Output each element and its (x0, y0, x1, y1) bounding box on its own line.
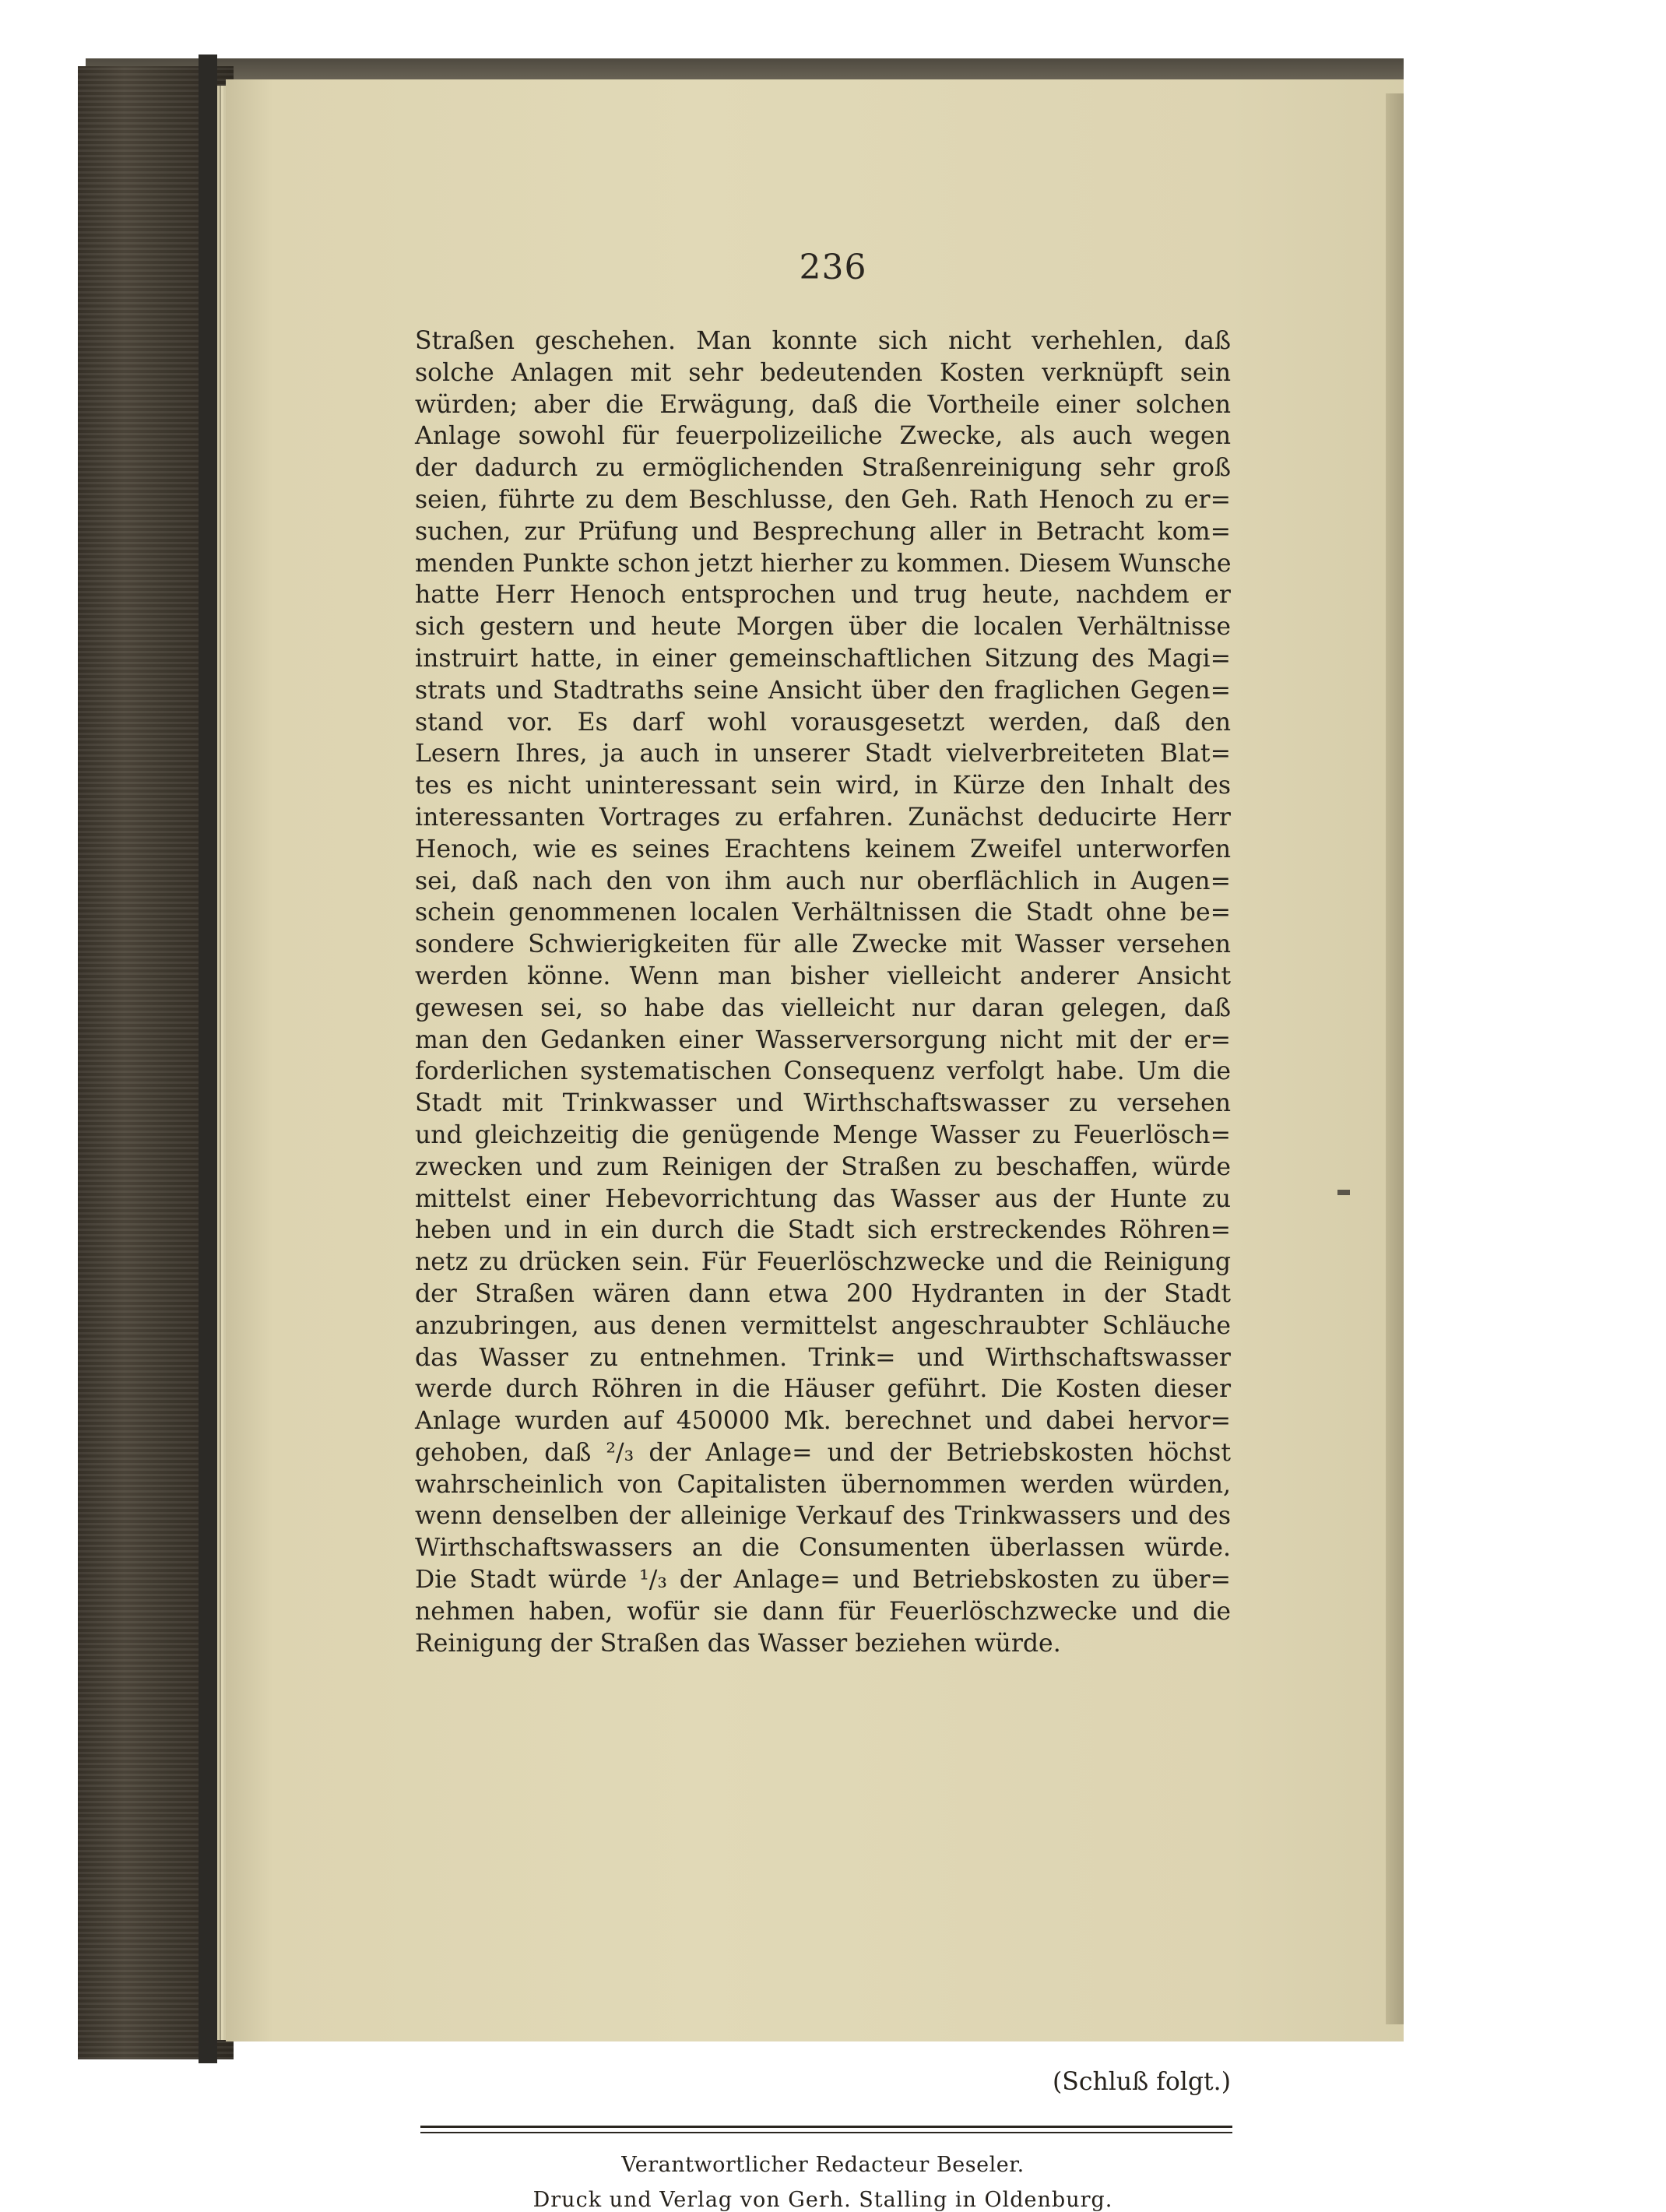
text-line: man den Gedanken einer Wasserversorgung nicht mit der er= (415, 1025, 1231, 1054)
text-line: Die Stadt würde ¹/₃ der Anlage= und Betriebskosten zu über= (415, 1566, 1231, 1595)
text-line: interessanten Vortrages zu erfahren. Zunächst deducirte Herr (415, 803, 1231, 832)
text-line: gewesen sei, so habe das vielleicht nur daran gelegen, daß (415, 993, 1231, 1022)
text-line: stand vor. Es darf wohl vorausgesetzt werden, daß den (415, 708, 1231, 737)
text-line: wenn denselben der alleinige Verkauf des Trinkwassers und des (415, 1502, 1231, 1531)
double-rule (420, 2126, 1232, 2136)
margin-mark (1337, 1190, 1350, 1195)
text-line: und gleichzeitig die genügende Menge Wasser zu Feuerlösch= (415, 1120, 1231, 1149)
text-line: Straßen geschehen. Man konnte sich nicht verhehlen, daß (415, 327, 1231, 355)
text-line: instruirt hatte, in einer gemeinschaftlichen Sitzung des Magi= (415, 644, 1231, 673)
book-spine (199, 55, 217, 2063)
text-line: gehoben, daß ²/₃ der Anlage= und der Betriebskosten höchst (415, 1438, 1231, 1467)
text-line: Wirthschaftswassers an die Consumenten überlassen würde. (415, 1534, 1231, 1563)
text-line: nehmen haben, wofür sie dann für Feuerlöschzwecke und die (415, 1597, 1231, 1626)
text-line: wahrscheinlich von Capitalisten übernommen werden würden, (415, 1470, 1231, 1499)
editor-imprint: Verantwortlicher Redacteur Beseler. (621, 2153, 1025, 2177)
text-line: Anlage sowohl für feuerpolizeiliche Zwecke, als auch wegen (415, 422, 1231, 451)
text-line: netz zu drücken sein. Für Feuerlöschzwecke und die Reinigung (415, 1248, 1231, 1277)
text-line: forderlichen systematischen Consequenz verfolgt habe. Um die (415, 1057, 1231, 1086)
rule-bottom (420, 2132, 1232, 2133)
text-line: würden; aber die Erwägung, daß die Vortheile einer solchen (415, 390, 1231, 419)
text-line: menden Punkte schon jetzt hierher zu kommen. Diesem Wunsche (415, 549, 1232, 578)
text-line: solche Anlagen mit sehr bedeutenden Kosten verknüpft sein (415, 358, 1231, 387)
text-line: sondere Schwierigkeiten für alle Zwecke mit Wasser versehen (415, 930, 1231, 959)
text-line: hatte Herr Henoch entsprochen und trug heute, nachdem er (415, 581, 1231, 610)
text-line: der dadurch zu ermöglichenden Straßenreinigung sehr groß (415, 454, 1231, 483)
rule-top (420, 2126, 1232, 2128)
text-line: Anlage wurden auf 450000 Mk. berechnet und dabei hervor= (415, 1407, 1231, 1436)
text-line: der Straßen wären dann etwa 200 Hydranten in der Stadt (415, 1279, 1231, 1308)
text-line: heben und in ein durch die Stadt sich erstreckendes Röhren= (415, 1216, 1231, 1245)
text-line: seien, führte zu dem Beschlusse, den Geh. Rath Henoch zu er= (415, 485, 1231, 514)
text-line: anzubringen, aus denen vermittelst angeschraubter Schläuche (415, 1311, 1231, 1340)
text-line: werden könne. Wenn man bisher vielleicht anderer Ansicht (415, 962, 1231, 990)
page-number: 236 (799, 248, 867, 287)
closing-note: (Schluß folgt.) (1052, 2068, 1231, 2096)
text-line: werde durch Röhren in die Häuser geführt. Die Kosten dieser (415, 1375, 1231, 1404)
text-line: zwecken und zum Reinigen der Straßen zu beschaffen, würde (415, 1152, 1231, 1181)
text-line: schein genommenen localen Verhältnissen die Stadt ohne be= (415, 899, 1231, 927)
text-line: Reinigung der Straßen das Wasser beziehen würde. (415, 1629, 1061, 1658)
text-line: sei, daß nach den von ihm auch nur oberflächlich in Augen= (415, 867, 1231, 895)
text-line: mittelst einer Hebevorrichtung das Wasser aus der Hunte zu (415, 1184, 1231, 1213)
printer-imprint: Druck und Verlag von Gerh. Stalling in Oldenburg. (532, 2188, 1113, 2212)
text-line: strats und Stadtraths seine Ansicht über den fraglichen Gegen= (415, 676, 1231, 705)
page-right-edge (1386, 93, 1404, 2024)
text-line: tes es nicht uninteressant sein wird, in Kürze den Inhalt des (415, 772, 1231, 800)
text-line: das Wasser zu entnehmen. Trink= und Wirthschaftswasser (415, 1343, 1231, 1372)
text-line: Stadt mit Trinkwasser und Wirthschaftswasser zu versehen (415, 1089, 1231, 1118)
body-text (415, 325, 1231, 1659)
text-line: Henoch, wie es seines Erachtens keinem Zweifel unterworfen (415, 835, 1231, 863)
text-line: Lesern Ihres, ja auch in unserer Stadt vielverbreiteten Blat= (415, 740, 1231, 768)
text-line: suchen, zur Prüfung und Besprechung aller in Betracht kom= (415, 517, 1231, 546)
text-line: sich gestern und heute Morgen über die localen Verhältnisse (415, 613, 1231, 642)
